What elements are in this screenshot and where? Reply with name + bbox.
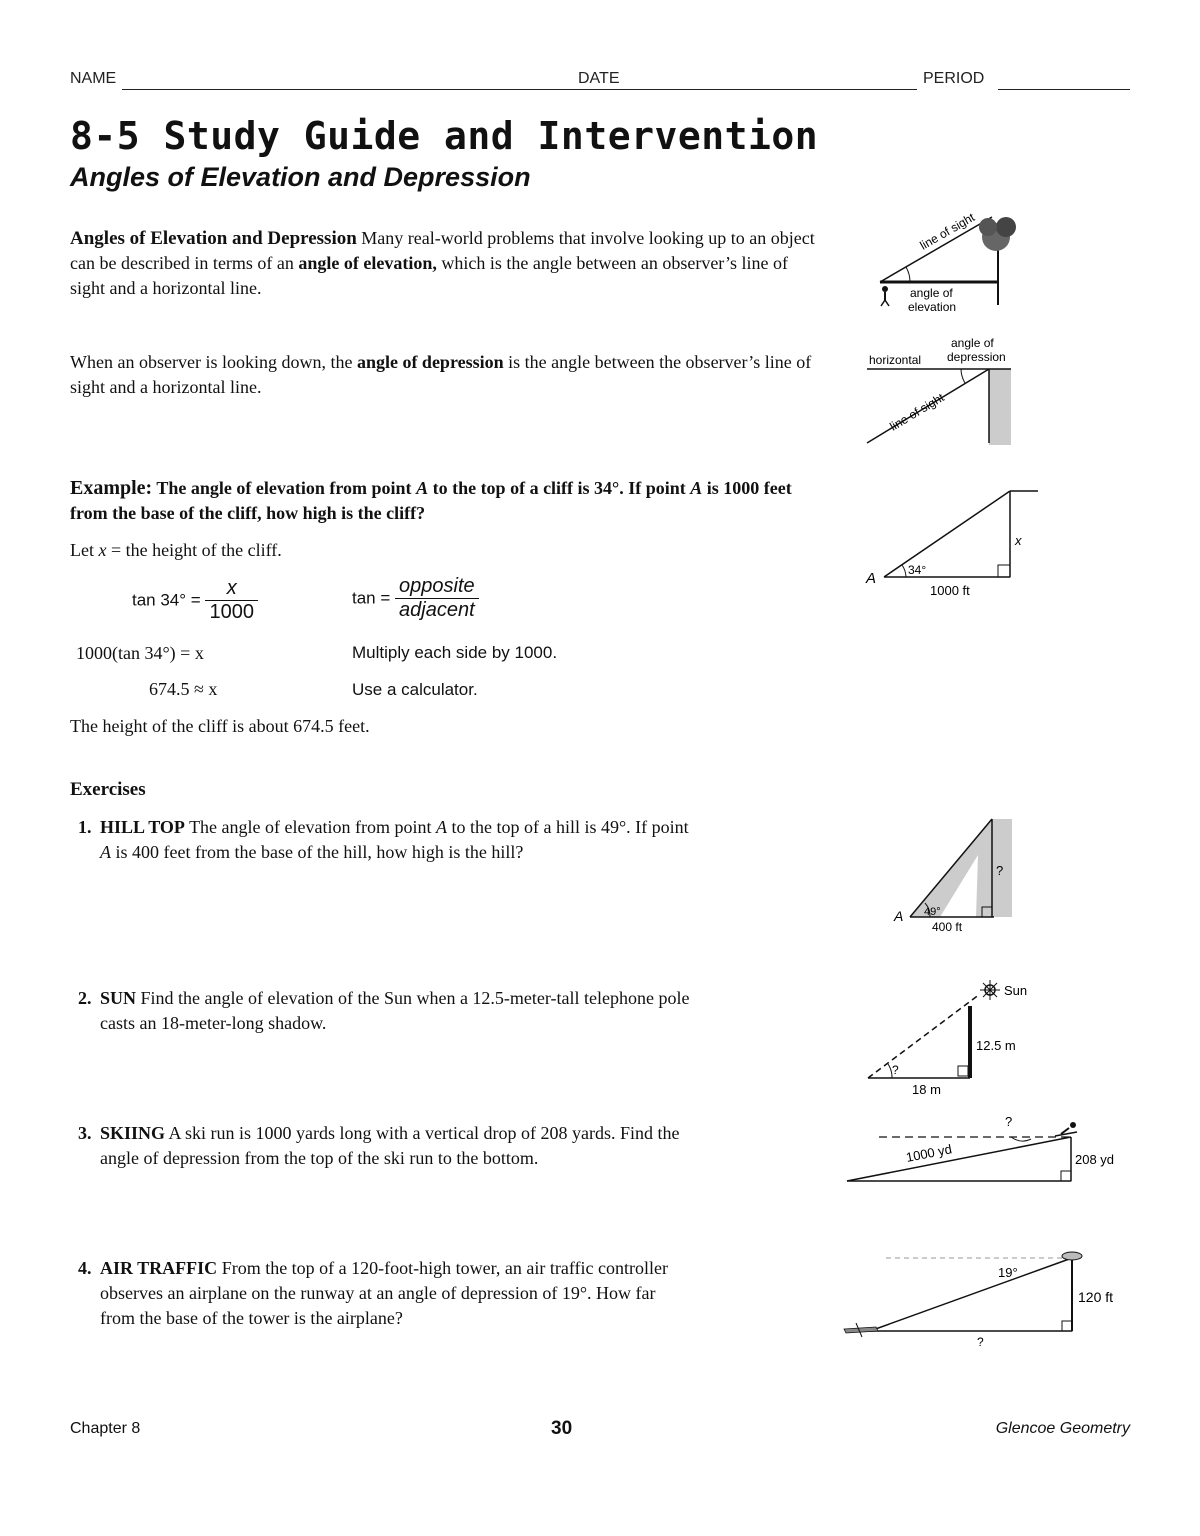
tower-icon (1062, 1252, 1082, 1260)
example-conclusion: The height of the cliff is about 674.5 feet. (70, 716, 370, 736)
label-line-of-sight: line of sight (917, 210, 978, 253)
sun-icon (980, 980, 1000, 1000)
page-title: 8-5 Study Guide and Intervention (70, 114, 819, 158)
intro-paragraph-1: Angles of Elevation and Depression Many real-world problems that involve looking up to an object can be described in terms of an angle of elevation, which is the angle between an observer’s line of sight and a horizontal line. (70, 228, 815, 298)
name-label: NAME (70, 70, 117, 87)
equation-2-note: Multiply each side by 1000. (352, 643, 558, 662)
label-1000-yd: 1000 yd (904, 1141, 953, 1165)
exercises-heading: Exercises (70, 779, 146, 800)
figure-angle-of-elevation (868, 205, 1048, 320)
name-field[interactable] (122, 89, 628, 90)
label-400-ft: 400 ft (932, 920, 963, 934)
equation-1: tan 34° = $\frac{x}{1000}$ (132, 577, 258, 624)
page-number: 30 (551, 1418, 573, 1439)
exercise-1: 1. HILL TOP The angle of elevation from point A to the top of a hill is 49°. If point A is 400 feet from the base of the hill, how high is the hill? (78, 817, 689, 862)
exercise-2: 2. SUN Find the angle of elevation of the Sun when a 12.5-meter-tall telephone pole casts an 18-meter-long shadow. (78, 988, 690, 1033)
airplane-icon (844, 1323, 878, 1337)
figure-air-traffic (840, 1245, 1130, 1350)
footer-book: Glencoe Geometry (995, 1420, 1130, 1437)
label-angle-of-depression-1: angle of (951, 336, 994, 350)
figure-sun (862, 978, 1042, 1098)
fraction-opposite-over-adjacent: $\frac{\text{opposite}}{\text{adjacent}}$ (395, 575, 479, 622)
label-12-5-m: 12.5 m (976, 1038, 1016, 1053)
label-elevation: elevation (908, 300, 957, 314)
label-angle-49: 49° (924, 906, 941, 918)
page-subtitle: Angles of Elevation and Depression (70, 162, 531, 192)
label-sun: Sun (1004, 983, 1028, 998)
person-icon (881, 286, 889, 306)
label-height-unknown: ? (996, 863, 1004, 878)
intro-heading: Angles of Elevation and Depression (70, 228, 357, 249)
period-field[interactable] (998, 89, 1130, 90)
figure-ski (845, 1110, 1125, 1188)
example-label: Example: (70, 477, 153, 499)
label-1000-ft: 1000 ft (930, 583, 970, 598)
example-let: Let x = the height of the cliff. (70, 540, 282, 560)
label-120-ft: 120 ft (1078, 1289, 1114, 1305)
label-angle-19: 19° (998, 1265, 1018, 1280)
figure-cliff (862, 485, 1042, 600)
skier-icon (1055, 1122, 1077, 1136)
label-18-m: 18 m (912, 1082, 941, 1097)
label-point-a: A (866, 570, 877, 587)
exercise-3: 3. SKIING A ski run is 1000 yards long with a vertical drop of 208 yards. Find the angle of depression from the top of the ski run to the bottom. (78, 1123, 680, 1168)
label-208-yd: 208 yd (1075, 1152, 1115, 1167)
header-fields (70, 70, 1130, 92)
footer-chapter: Chapter 8 (70, 1420, 141, 1437)
label-ski-angle: ? (1005, 1114, 1013, 1129)
label-line-of-sight-2: line of sight (887, 390, 947, 434)
label-angle-34: 34° (908, 563, 927, 577)
tan-definition: tan = $\frac{\text{opposite}}{\text{adjacent}}$ (352, 575, 479, 622)
date-label: DATE (578, 70, 620, 87)
figure-angle-of-depression (865, 333, 1025, 448)
intro-paragraph-2: When an observer is looking down, the angle of depression is the angle between the observer’s line of sight and a horizontal line. (70, 352, 812, 397)
example-question: Example: The angle of elevation from point A to the top of a cliff is 34°. If point A is 1000 feet from the base of the cliff, how high is the cliff? (70, 477, 792, 523)
term-angle-of-depression: angle of depression (356, 352, 504, 372)
label-point-a-hill: A (894, 908, 904, 924)
period-label: PERIOD (923, 70, 985, 87)
date-field[interactable] (625, 89, 917, 90)
exercise-4: 4. AIR TRAFFIC From the top of a 120-foot-high tower, an air traffic controller observes an airplane on the runway at an angle of depression of 19°. How far from the base of the tower is the airplane? (78, 1258, 668, 1328)
equation-3: 674.5 ≈ x (149, 679, 218, 699)
label-sun-angle: ? (892, 1063, 899, 1077)
label-horizontal: horizontal (869, 353, 922, 367)
equation-2: 1000(tan 34°) = x (76, 643, 204, 663)
label-angle-of: angle of (910, 286, 953, 300)
figure-hill (890, 815, 1020, 937)
fraction-x-over-1000: $\frac{x}{1000}$ (205, 577, 258, 624)
term-angle-of-elevation: angle of elevation, (298, 253, 437, 273)
label-distance-unknown: ? (977, 1335, 984, 1349)
tree-icon (979, 217, 1016, 251)
label-angle-of-depression-2: depression (947, 350, 1006, 364)
equation-3-note: Use a calculator. (352, 680, 478, 699)
label-height-x: x (1015, 533, 1022, 548)
